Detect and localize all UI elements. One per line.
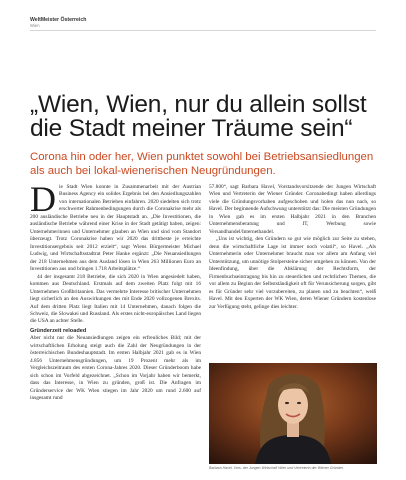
body-column-right — [209, 184, 376, 311]
body-paragraph: Aber nicht nur die Neuansiedlungen zeigen ein erfreuliches Bild; mit der wirtschaftlichen Erholung steigt auch die Zahl der Neugründungen in der österreichischen Bundeshauptstadt. Im ersten Halbjahr 2021 gab es in Wien 4.856 Unternehmensgründungen, um 19 Prozent mehr als im Vergleichszeitraum des ersten Corona-Jahres 2020. Dieser Gründerboom habe sich schon im Vorfeld abgezeichnet. „Schon im Vorjahr haben wir bemerkt, dass das Interesse, in Wien zu gründen, groß ist. Die Anfragen im Gründerservice der WK Wien stiegen im Jahr 2020 um rund 2.600 auf insgesamt rund — [30, 335, 201, 402]
page-header — [30, 17, 86, 28]
header-divider — [30, 30, 376, 31]
section-name: Wien — [30, 23, 40, 28]
photo-caption: Barbara Havel, Vors. der Jungen Wirtschaft Wien und Vertreterin der Wiener Gründer. — [209, 466, 344, 470]
portrait-photo — [209, 363, 377, 464]
body-column-left — [30, 179, 201, 403]
drop-cap: D — [30, 179, 56, 219]
section-subhead: Gründerzeit reloaded — [30, 327, 87, 334]
portrait-illustration — [209, 363, 377, 464]
article-headline: „Wien, Wien, nur du allein sollst die Stadt meiner Träume sein“ — [30, 91, 367, 142]
body-paragraph: 57.800“, sagt Barbara Havel, Vorstandsvorsitzende der Jungen Wirtschaft Wien und Vertreterin der Wiener Gründer. Coronabedingt haben allerdings viele die Gründungsvorhaben aufgeschoben und holen das nun nach, so Havel. Der beginnende Aufschwung unterstützt das: Die meisten Gründungen in Wien gab es im ersten Halbjahr 2021 in den Branchen Unternehmensberatung und IT, Werbung sowie Versandhandel/Internethandel. — [209, 184, 376, 235]
body-paragraph: ie Stadt Wien konnte in Zusammenarbeit mit der Austrian Business Agency ein solides Ergebnis bei den Ansiedlungszahlen von internationalen Betrieben einfahren. 2020 siedelten sich trotz erschwerter Rahmenbedingungen durch die Coronakrise mehr als 200 ausländische Betriebe neu in der Hauptstadt an. „Die Investitionen, die ausländische Betriebe während einer Krise in der Stadt getätigt haben, zeigen: Unternehmerinnen und Unternehmer glauben an Wien und sind vom Standort überzeugt. Trotz Coronakrise haben wir 2020 das drittbeste je erreichte Investitionsergebnis seit 2012 erzielt“, sagt Wiens Bürgermeister Michael Ludwig, und Wirtschaftsstadtrat Peter Hanke ergänzt: „Die Neuansiedlungen der 218 Unternehmen aus dem Ausland lösen in Wien 263 Millionen Euro an Investitionen aus und bringen 1.718 Arbeitsplätze.“ — [30, 184, 201, 273]
body-paragraph: „Uns ist wichtig, den Gründern so gut wie möglich zur Seite zu stehen, denn die wirtschaftliche Lage ist immer noch volatil“, so Havel. „Als Unternehmerin oder Unternehmer braucht man vor allem am Anfang viel Unterstützung, um unnötige Stolpersteine sicher umgehen zu können. Von der Ideenfindung, über die Abklärung der Rechtsform, der Firmenbuchseintragung bis hin zu steuerlichen und rechtlichen Themen, die vor allem zu Beginn der Selbstständigkeit oft für Verunsicherung sorgen, gibt es für Gründer sehr viel vorzubereiten, zu planen und zu beachten“, weiß Havel. Mit den Experten der WK Wien, deren Wiener Gründern kostenlose zur Verfügung steht, gelinge dies leichter. — [209, 236, 376, 310]
article-lead: Corona hin oder her, Wien punktet sowohl bei Betriebsansiedlungen als auch bei lokal-wienerischen Neugründungen. — [30, 151, 374, 177]
publication-name: WeltMeister Österreich — [30, 17, 87, 23]
body-paragraph: 44 der insgesamt 218 Betriebe, die sich 2020 in Wien angesiedelt haben, kommen aus Deutschland. Erstmals auf dem zweiten Platz folgt mit 16 Unternehmen Großbritannien. Das vermehrte Interesse britischer Unternehmen liegt sicherlich an den Auswirkungen des mit Ende 2020 vollzogenen Brexits. Auf dem dritten Platz liegt Italien mit 14 Unternehmen, danach folgen die Schweiz, die Slowakei und Russland. Als erstes nicht-europäisches Land liegen die USA an achter Stelle. — [30, 273, 201, 325]
